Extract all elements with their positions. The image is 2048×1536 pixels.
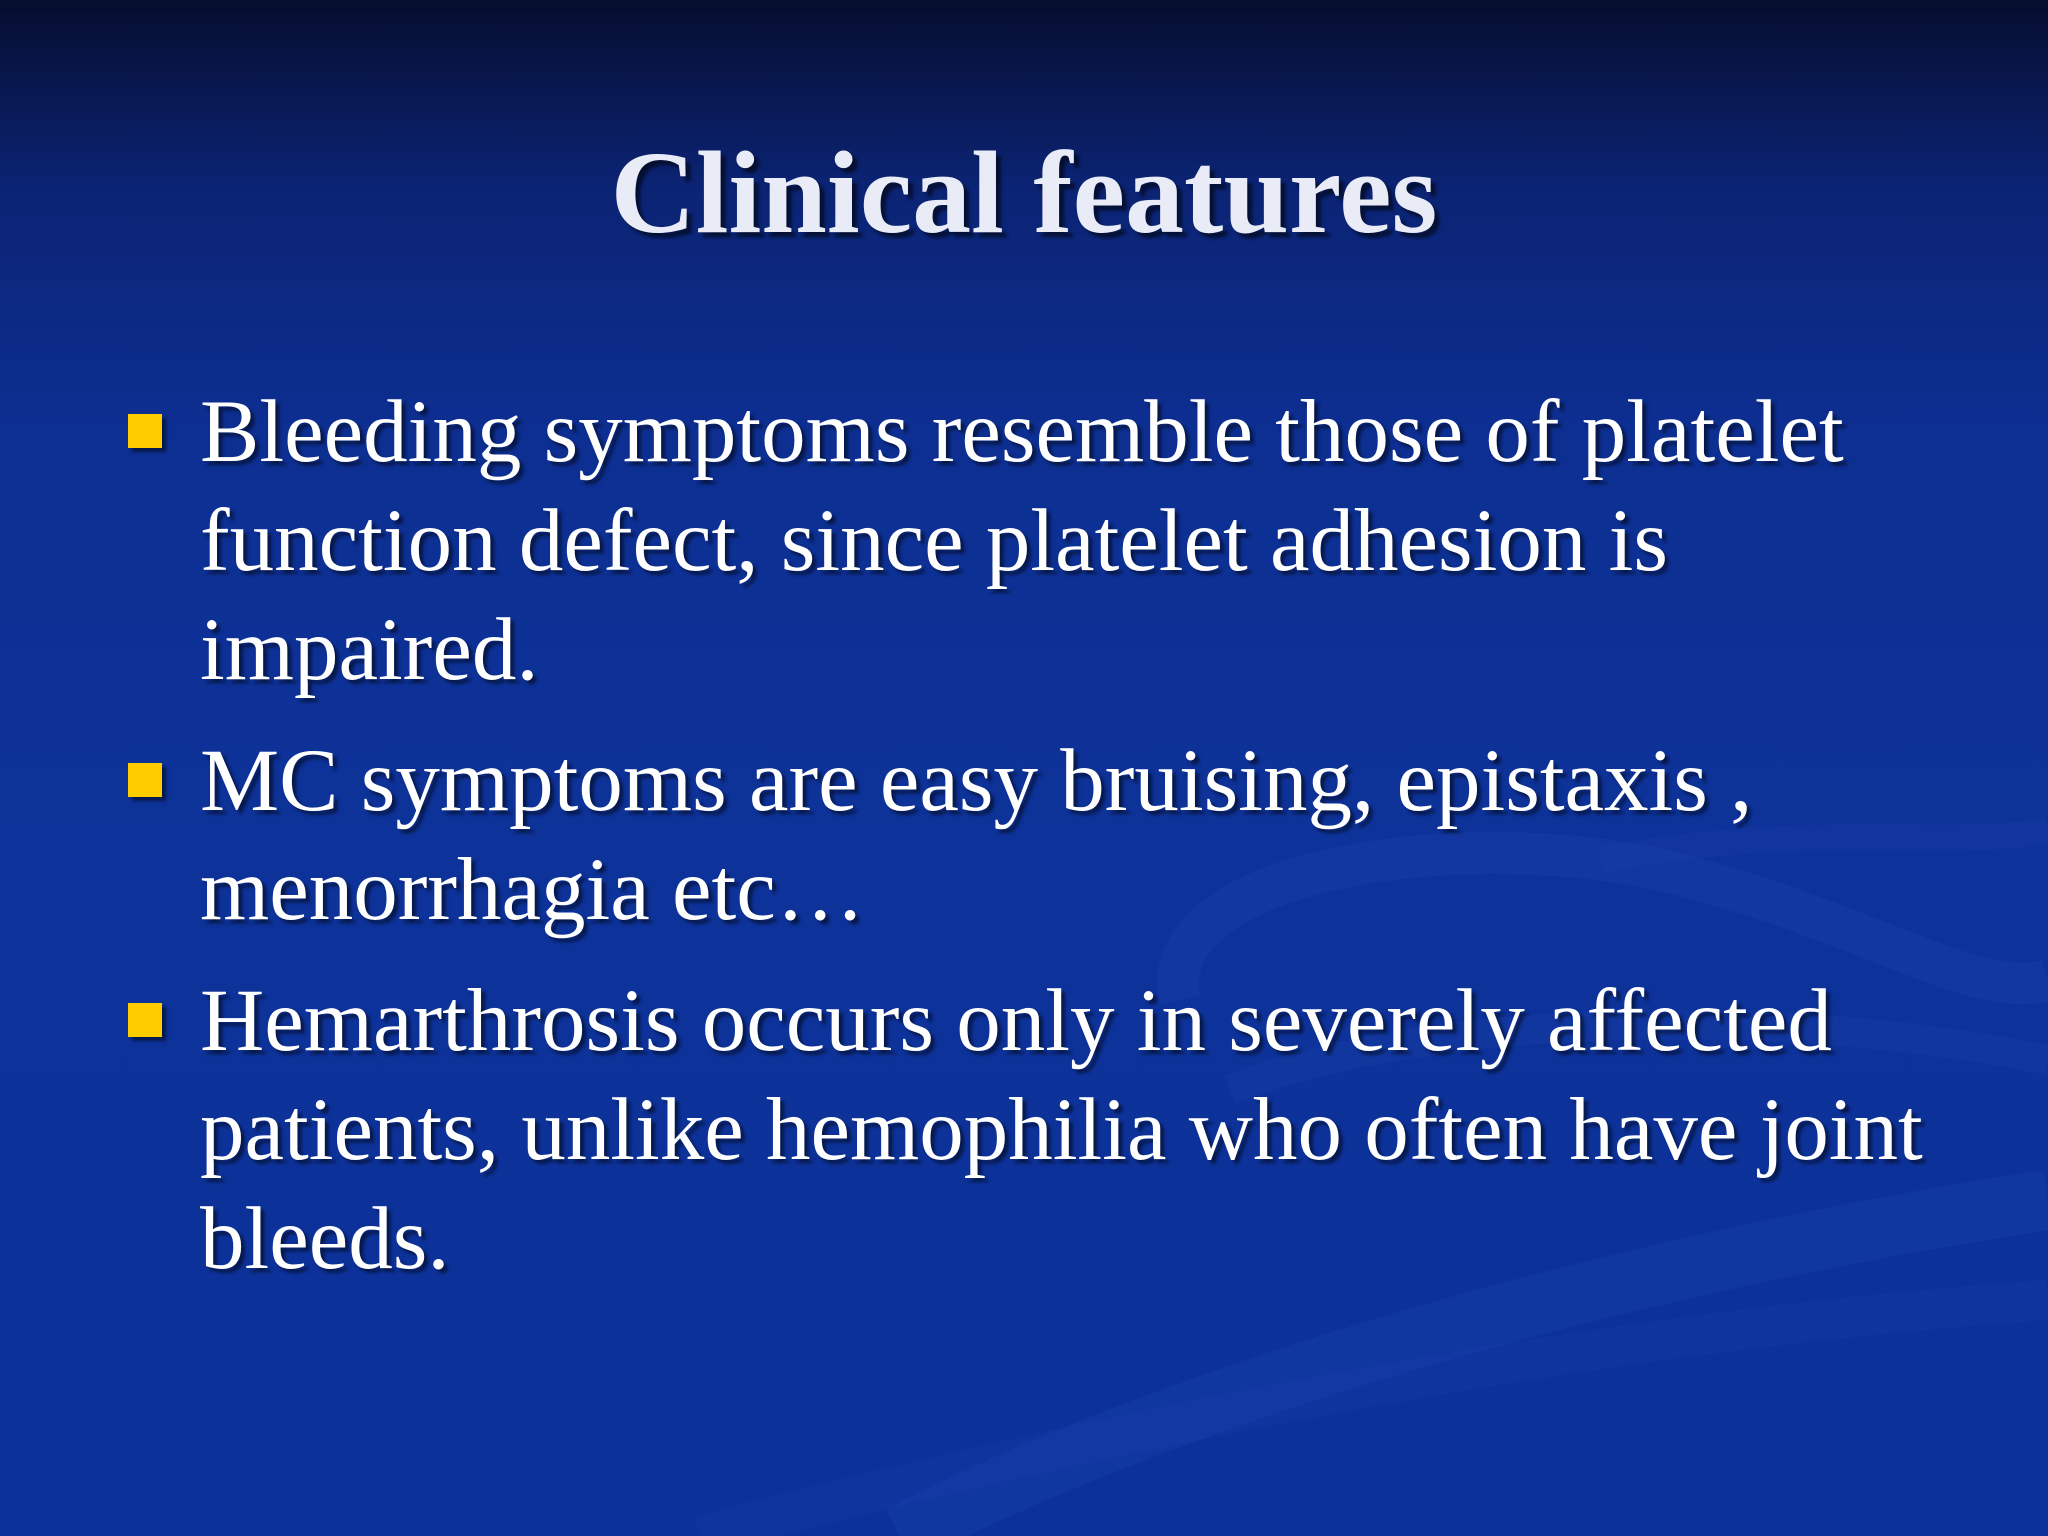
slide-title: Clinical features xyxy=(610,127,1438,258)
bullet-text: MC symptoms are easy bruising, epistaxis , menorrhagia etc… xyxy=(200,732,1753,939)
square-bullet-icon xyxy=(128,414,162,448)
square-bullet-icon xyxy=(128,763,162,797)
bullet-item xyxy=(200,378,1960,705)
bullet-item xyxy=(200,967,1960,1294)
bullet-text: Bleeding symptoms resemble those of platelet function defect, since platelet adhesion is impaired. xyxy=(200,383,1844,699)
bullet-item xyxy=(200,727,1960,945)
bullet-list xyxy=(200,378,1960,1316)
square-bullet-icon xyxy=(128,1003,162,1037)
bullet-text: Hemarthrosis occurs only in severely affected patients, unlike hemophilia who often have joint bleeds. xyxy=(200,972,1923,1288)
